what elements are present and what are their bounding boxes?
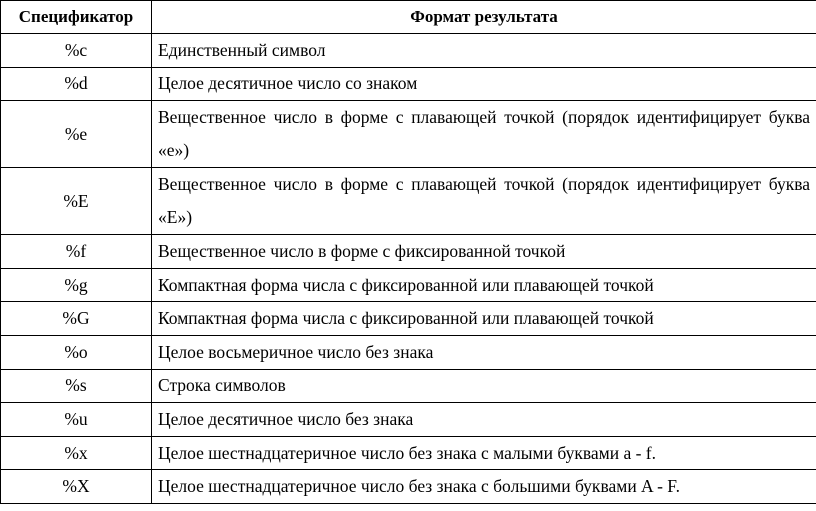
table-row — [1, 101, 816, 168]
table-row — [1, 302, 816, 336]
table-row — [1, 335, 816, 369]
table-row — [1, 470, 816, 504]
description-cell: Целое десятичное число без знака — [152, 403, 816, 437]
description-cell: Целое десятичное число со знаком — [152, 67, 816, 101]
table-row — [1, 34, 816, 68]
description-cell: Единственный символ — [152, 34, 816, 68]
table-row — [1, 403, 816, 437]
specifier-cell: %G — [1, 302, 152, 336]
specifier-cell: %d — [1, 67, 152, 101]
description-cell: Вещественное число в форме с плавающей точкой (порядок идентифицирует буква «Е») — [152, 168, 816, 235]
description-cell: Вещественное число в форме с плавающей точкой (порядок идентифицирует буква «е») — [152, 101, 816, 168]
description-cell: Компактная форма числа с фиксированной или плавающей точкой — [152, 302, 816, 336]
specifier-cell: %c — [1, 34, 152, 68]
description-cell: Вещественное число в форме с фиксированной точкой — [152, 235, 816, 269]
table-row — [1, 436, 816, 470]
column-header-format: Формат результата — [152, 1, 816, 34]
specifier-cell: %g — [1, 268, 152, 302]
table-row — [1, 168, 816, 235]
specifier-cell: %E — [1, 168, 152, 235]
specifier-cell: %u — [1, 403, 152, 437]
table-row — [1, 268, 816, 302]
table-row — [1, 67, 816, 101]
description-cell: Целое восьмеричное число без знака — [152, 335, 816, 369]
specifier-cell: %x — [1, 436, 152, 470]
table-row — [1, 369, 816, 403]
specifier-cell: %X — [1, 470, 152, 504]
description-cell: Компактная форма числа с фиксированной или плавающей точкой — [152, 268, 816, 302]
description-cell: Целое шестнадцатеричное число без знака с малыми буквами a - f. — [152, 436, 816, 470]
table-row — [1, 235, 816, 269]
specifier-cell: %e — [1, 101, 152, 168]
specifier-cell: %f — [1, 235, 152, 269]
table-header-row — [1, 1, 816, 34]
description-cell: Целое шестнадцатеричное число без знака с большими буквами A - F. — [152, 470, 816, 504]
description-cell: Строка символов — [152, 369, 816, 403]
column-header-specifier: Спецификатор — [1, 1, 152, 34]
specifier-cell: %o — [1, 335, 152, 369]
specifier-cell: %s — [1, 369, 152, 403]
